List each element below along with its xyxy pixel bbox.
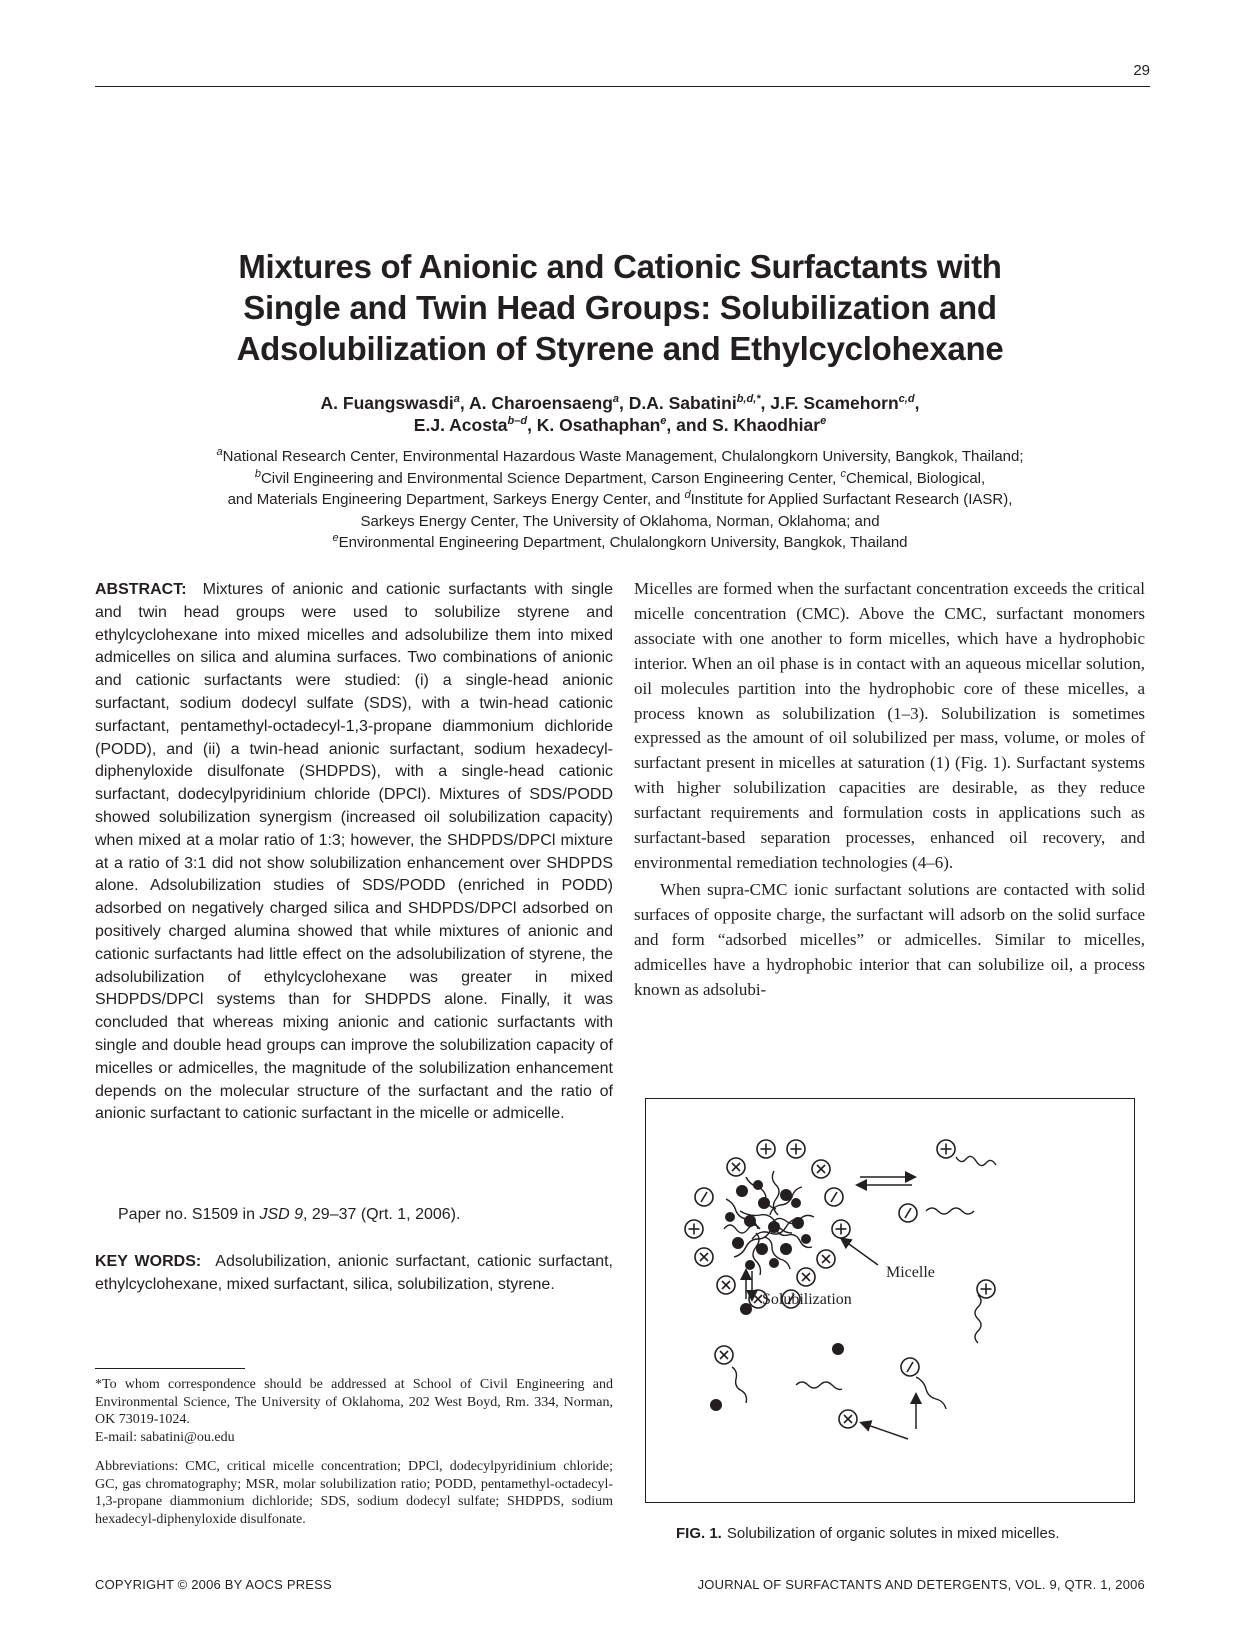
correspondence-footnote [95,1376,613,1446]
paper-note-suffix: , 29–37 (Qrt. 1, 2006). [303,1206,461,1223]
paper-note-journal: JSD 9 [259,1206,304,1223]
paper-note [118,1204,460,1226]
figure-caption [676,1525,1060,1542]
title-line: Mixtures of Anionic and Cationic Surfactants with [238,248,1002,285]
affiliation-d-cont: Sarkeys Energy Center, The University of Oklahoma, Norman, Oklahoma; and [360,512,880,530]
abstract-text: Mixtures of anionic and cationic surfactants with single and twin head groups were used to solubilize styrene and ethylcyclohexane into mixed micelles and adsolubilize them into mixed admicelles on silica and alumina surfaces. Two combinations of anionic and cationic surfactants were studied: (i) a single-head anionic surfactant, sodium dodecyl sulfate (SDS), with a twin-head cationic surfactant, pentamethyl-octadecyl-1,3-propane diammonium dichloride (PODD), and (ii) a twin-head anionic surfactant, sodium hexadecyl-diphenyloxide disulfonate (SHDPDS), with a single-head cationic surfactant, dodecylpyridinium chloride (DPCl). Mixtures of SDS/PODD showed solubilization synergism (increased oil solubilization capacity) when mixed at a molar ratio of 1:3; however, the SHDPDS/DPCl mixture at a ratio of 3:1 did not show solubilization enhancement over SHDPDS alone. Adsolubilization studies of SDS/PODD (enriched in PODD) adsorbed on negatively charged silica and SHDPDS/DPCl adsorbed on positively charged alumina showed that while mixtures of anionic and cationic surfactants had little effect on the adsolubilization of styrene, the adsolubilization of ethylcyclohexane was greater in mixed SHDPDS/DPCl systems than for SHDPDS alone. Finally, it was concluded that whereas mixing anionic and cationic surfactants with single and double head groups can improve the solubilization capacity of micelles or admicelles, the magnitude of the solubilization enhancement depends on the molecular structure of the surfactant and the ratio of anionic surfactant to cationic surfactant in the micelle or admicelle. [95,581,613,1123]
abbreviations: Abbreviations: CMC, critical micelle concentration; DPCl, dodecylpyridinium chloride; GC, gas chromatography; MSR, molar solubilization ratio; PODD, pentamethyl-octadecyl-1,3-propane diammonium dichloride; SDS, sodium dodecyl sulfate; SHDPDS, sodium hexadecyl-diphenyloxide disulfonate. [95,1459,613,1527]
keywords-text: Adsolubilization, anionic surfactant, cationic surfactant, ethylcyclohexane, mixed surfactant, silica, solubilization, styrene. [95,1253,613,1293]
affiliations: $^a$National Research Center, Environmental Hazardous Waste Management, Chulalongkorn University, Bangkok, Thailand; $^b$Civil Engineering and Environmental Science Department, Carson Engineering Center, $^c$Chemical, Biological, and Materials Engineering Department, Sarkeys Energy Center, and $^d$Institute for Applied Surfactant Research (IASR), Sarkeys Energy Center, The University of Oklahoma, Norman, Oklahoma; and $^e$Environmental Engineering Department, Chulalongkorn University, Bangkok, Thailand [110,446,1130,554]
author-affiliation-mark: b,d,* [736,393,761,406]
keywords [95,1251,613,1297]
micelle-head-groups [685,1140,850,1308]
author-name: E.J. Acosta [413,415,508,435]
affiliation-b: Civil Engineering and Environmental Science Department, Carson Engineering Center, [260,469,841,487]
article-title [110,246,1130,369]
page-number: 29 [1133,62,1150,79]
author-name: A. Charoensaeng [468,393,613,413]
figure-caption-label: FIG. 1. [676,1525,722,1542]
figure-caption-text: Solubilization of organic solutes in mixed micelles. [726,1525,1060,1542]
body-paragraph: When supra-CMC ionic surfactant solutions are contacted with solid surfaces of opposite charge, the surfactant will adsorb on the solid surface and form “adsorbed micelles” or admicelles. Similar to micelles, admicelles have a hydrophobic interior that can solubilize oil, a process known as adsolubi- [634,879,1145,999]
affiliation-d: Institute for Applied Surfactant Research (IASR), [690,491,1013,508]
figure-1 [645,1098,1135,1503]
equilibrium-arrows [858,1177,914,1185]
affiliation-e: Environmental Engineering Department, Chulalongkorn University, Bangkok, Thailand [338,534,908,551]
author-affiliation-mark: b–d [507,415,528,428]
keywords-label: KEY WORDS: [95,1253,202,1270]
journal-footer: JOURNAL OF SURFACTANTS AND DETERGENTS, VOL. 9, QTR. 1, 2006 [697,1577,1145,1592]
correspondence-text: *To whom correspondence should be addressed at School of Civil Engineering and Environmental Science, The University of Oklahoma, 202 West Boyd, Rm. 334, Norman, OK 73019-1024. [95,1377,613,1427]
free-monomers [732,1156,996,1409]
author-affiliation-mark: a [453,393,460,406]
title-line: Adsolubilization of Styrene and Ethylcyclohexane [236,330,1004,367]
micelle-label: Micelle [886,1264,935,1281]
author-name: A. Fuangswasdi [320,393,454,413]
affiliation-a: National Research Center, Environmental Hazardous Waste Management, Chulalongkorn University, Bangkok, Thailand; [222,448,1024,465]
paper-note-prefix: Paper no. S1509 in [118,1206,260,1223]
title-line: Single and Twin Head Groups: Solubilization and [243,289,997,326]
author-affiliation-mark: e [820,415,827,428]
header-rule [95,86,1150,87]
micelle-diagram [646,1099,1136,1504]
author-name: J.F. Scamehorn [770,393,899,413]
author-name: K. Osathaphan [536,415,661,435]
abstract-label: ABSTRACT: [95,581,187,598]
author-list: A. Fuangswasdi$^a$, A. Charoensaeng$^a$, D.A. Sabatini$^{b,d,*}$, J.F. Scamehorn$^{c,d}$, E.J. Acosta$^{b-d}$, K. Osathaphan$^e$, and S. Khaodhiar$^e$ [320,393,920,435]
author-name: S. Khaodhiar [712,415,821,435]
author-affiliation-mark: a [612,393,620,406]
affiliation-c-cont: and Materials Engineering Department, Sarkeys Energy Center, and [227,491,685,508]
body-text [634,577,1145,1002]
body-paragraph: Micelles are formed when the surfactant concentration exceeds the critical micelle concentration (CMC). Above the CMC, surfactant monomers associate with one another to form micelles, which have a hydrophobic interior. When an oil phase is in contact with an aqueous micellar solution, oil molecules partition into the hydrophobic core of these micelles, a process known as solubilization (1–3). Solubilization is sometimes expressed as the amount of oil solubilized per mass, volume, or moles of surfactant present in micelles at saturation (1) (Fig. 1). Surfactant systems with higher solubilization capacities are desirable, as they reduce surfactant requirements and formulation costs in applications such as surfactant-based separation processes, enhanced oil recovery, and environmental remediation technologies (4–6). [634,579,1145,872]
abstract [95,579,613,1126]
copyright-footer: COPYRIGHT © 2006 BY AOCS PRESS [95,1577,332,1592]
author-affiliation-mark: e [660,415,667,428]
solute-molecules-in-micelle [725,1180,811,1270]
author-name: D.A. Sabatini [628,393,737,413]
email: E-mail: sabatini@ou.edu [95,1429,235,1445]
solubilization-label: Solubilization [762,1291,852,1308]
footnote-rule [95,1368,245,1369]
affiliation-c: Chemical, Biological, [845,469,986,487]
author-affiliation-mark: c,d [898,393,915,406]
